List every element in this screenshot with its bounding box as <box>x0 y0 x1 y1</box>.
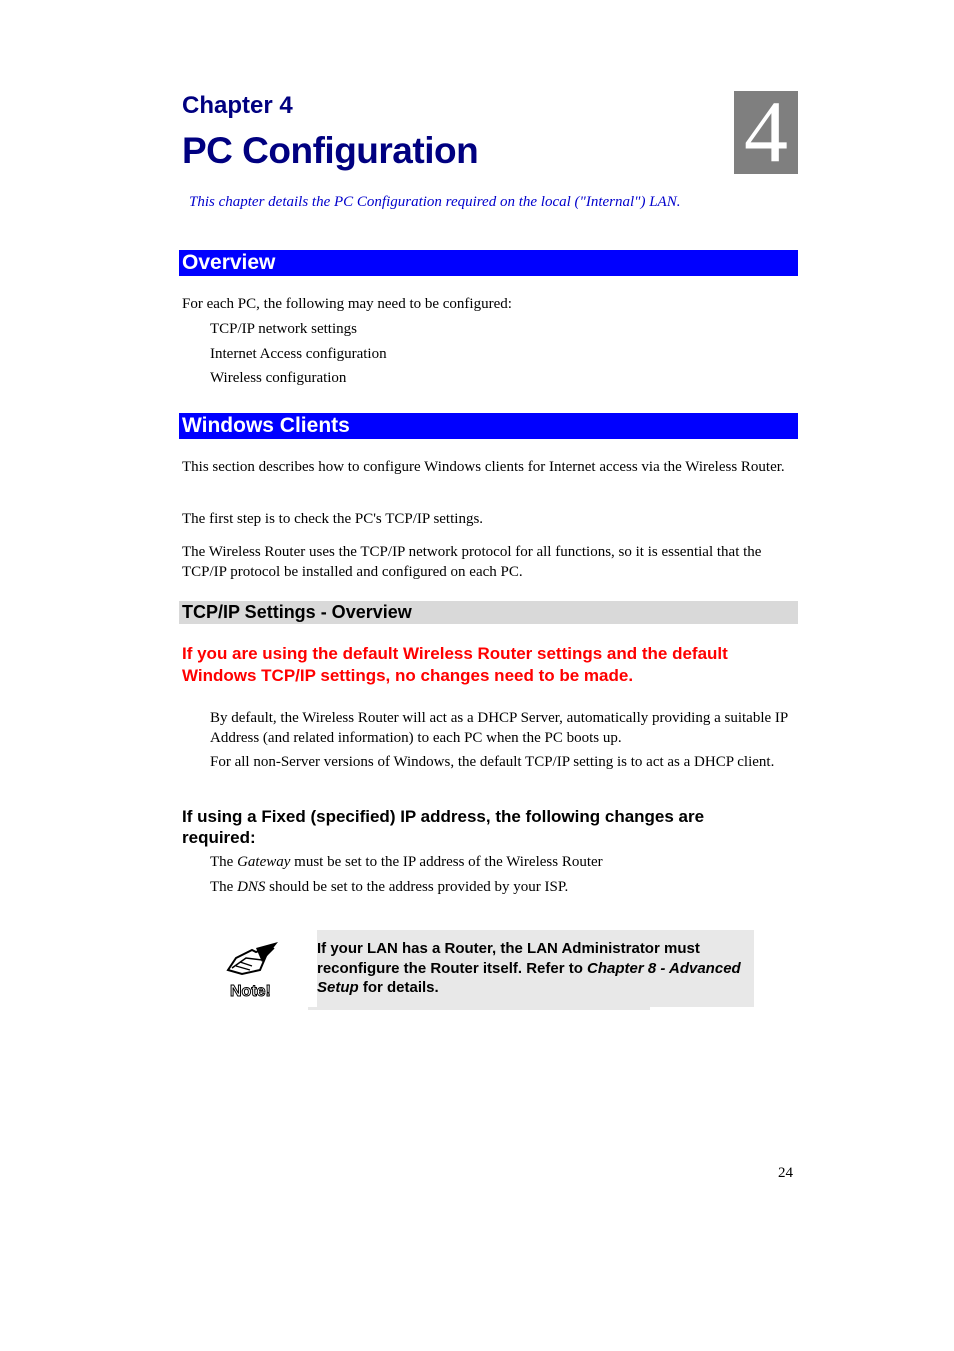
subsection-heading-text: TCP/IP Settings - Overview <box>182 602 412 622</box>
gateway-post: must be set to the IP address of the Wireless Router <box>290 854 603 870</box>
note-text <box>317 939 757 998</box>
dns-post: should be set to the address provided by your ISP. <box>265 879 569 895</box>
note-pre: If your LAN has a Router, the LAN Administrator must reconfigure the Router itself. Refer to <box>317 940 700 977</box>
gateway-pre: The <box>210 854 238 870</box>
paragraph: The first step is to check the PC's TCP/IP settings. <box>182 511 484 527</box>
note-icon <box>222 940 282 1000</box>
overview-lead: For each PC, the following may need to be configured: <box>182 296 512 312</box>
gateway-term: Gateway <box>237 854 291 870</box>
note-underline <box>308 1007 650 1010</box>
paragraph: By default, the Wireless Router will act as a DHCP Server, automatically providing a suitable IP Address (and related information) to each PC when the PC boots up. <box>210 710 788 746</box>
list-item: Internet Access configuration <box>210 346 387 362</box>
section-heading-text: Overview <box>182 251 276 274</box>
note-post: for details. <box>358 979 439 996</box>
paragraph: This section describes how to configure Windows clients for Internet access via the Wireless Router. <box>182 459 785 475</box>
page-title: PC Configuration <box>182 130 479 171</box>
page-number: 24 <box>778 1165 793 1181</box>
list-item: Wireless configuration <box>210 370 347 386</box>
paragraph: For all non-Server versions of Windows, the default TCP/IP setting is to act as a DHCP client. <box>210 754 775 770</box>
dns-term: DNS <box>237 879 266 895</box>
dns-pre: The <box>210 879 238 895</box>
note-ref: Chapter 8 - Advanced Setup <box>317 959 741 996</box>
note-icon-label: Note! <box>230 983 271 1000</box>
chapter-number-box <box>734 84 798 181</box>
warning-text: If you are using the default Wireless Router settings and the default Windows TCP/IP settings, no changes need to be made. <box>182 644 728 685</box>
gateway-item <box>210 853 792 873</box>
subsection-heading-tcpip <box>179 601 798 624</box>
chapter-number: 4 <box>744 84 788 181</box>
list-item: TCP/IP network settings <box>210 321 357 337</box>
chapter-intro: This chapter details the PC Configuration required on the local ("Internal") LAN. <box>189 194 681 210</box>
fixed-ip-heading: If using a Fixed (specified) IP address, the following changes are required: <box>182 807 705 847</box>
paragraph: The Wireless Router uses the TCP/IP network protocol for all functions, so it is essential that the TCP/IP protocol be installed and configured on each PC. <box>182 544 762 580</box>
section-heading-overview <box>179 250 798 276</box>
section-heading-windows-clients <box>179 413 798 439</box>
dns-item <box>210 878 792 898</box>
chapter-label: Chapter 4 <box>182 92 293 119</box>
section-heading-text: Windows Clients <box>182 414 350 437</box>
